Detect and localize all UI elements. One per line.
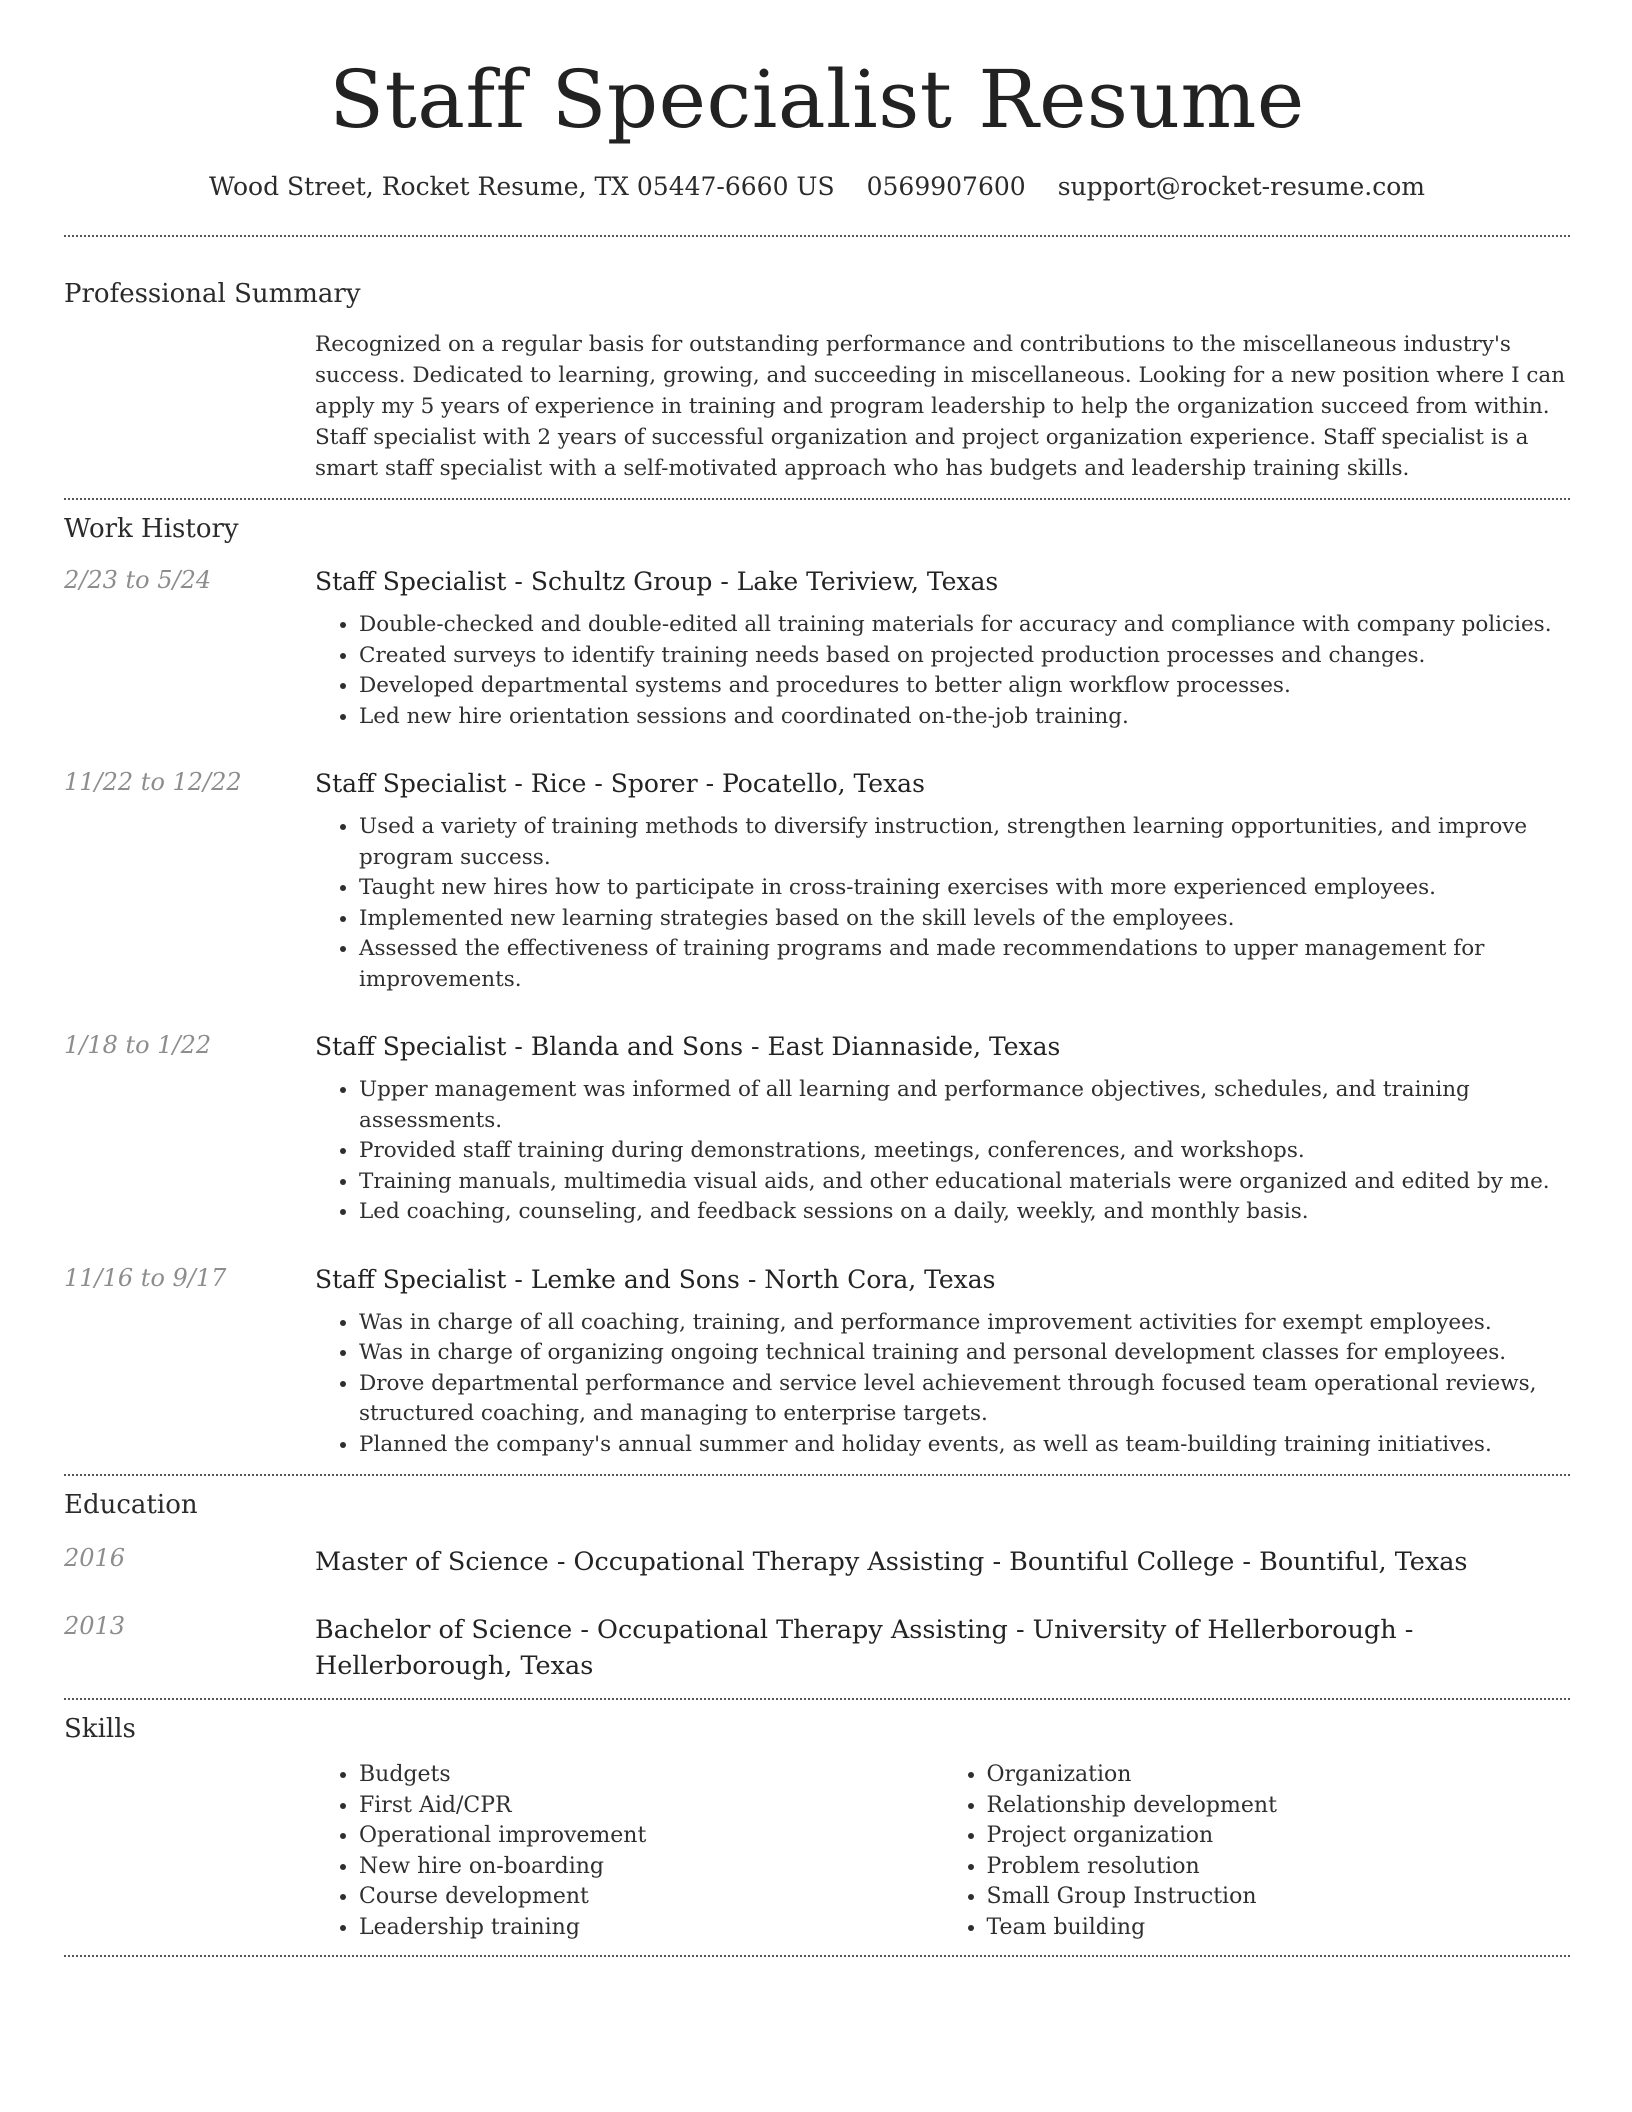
resume-title: Staff Specialist Resume — [329, 53, 1305, 146]
skill-item: • Problem resolution — [987, 1852, 1571, 1883]
phone-text: 0569907600 — [866, 172, 1026, 201]
education-entry — [64, 1544, 1570, 1580]
summary-text: Recognized on a regular basis for outstanding performance and contributions to the miscellaneous industry's success. Dedicated to learning, growing, and succeeding in miscellaneous. Looking for a new position where I can apply my 5 years of experience in training and program leadership to help the organization succeed from within. Staff specialist with 2 years of successful organization and project organization experience. Staff specialist is a smart staff specialist with a self-motivated approach who has budgets and leadership training skills. — [315, 332, 1566, 481]
divider — [64, 1955, 1570, 1957]
skill-item: • Project organization — [987, 1821, 1571, 1852]
email-text: support@rocket-resume.com — [1057, 172, 1425, 201]
job-title: Staff Specialist - Blanda and Sons - East Diannaside, Texas — [315, 1032, 1061, 1061]
skill-item: • Course development — [359, 1882, 943, 1913]
job-bullet: • Used a variety of training methods to diversify instruction, strengthen learning opportunities, and improve program success. — [359, 812, 1570, 873]
skill-item: • New hire on-boarding — [359, 1852, 943, 1883]
job-bullet: • Upper management was informed of all learning and performance objectives, schedules, and training assessments. — [359, 1075, 1570, 1136]
job-bullets — [315, 812, 1570, 995]
skills-column-right — [943, 1760, 1571, 1943]
job-title: Staff Specialist - Schultz Group - Lake Teriview, Texas — [315, 567, 999, 596]
job-title: Staff Specialist - Rice - Sporer - Pocatello, Texas — [315, 769, 925, 798]
job-bullet: • Drove departmental performance and service level achievement through focused team operational reviews, structured coaching, and managing to enterprise targets. — [359, 1369, 1570, 1430]
section-title-summary: Professional Summary — [64, 279, 361, 309]
job-bullet: • Planned the company's annual summer and holiday events, as well as team-building training initiatives. — [359, 1430, 1570, 1461]
job-entry — [64, 768, 1570, 995]
job-dates: 1/18 to 1/22 — [64, 1031, 212, 1059]
job-entry — [64, 1031, 1570, 1228]
education-entry — [64, 1612, 1570, 1684]
job-bullet: • Assessed the effectiveness of training programs and made recommendations to upper management for improvements. — [359, 934, 1570, 995]
job-bullets — [315, 1075, 1570, 1228]
skills-column-left — [315, 1760, 943, 1943]
job-bullet: • Was in charge of organizing ongoing technical training and personal development classes for employees. — [359, 1338, 1570, 1369]
job-bullet: • Developed departmental systems and procedures to better align workflow processes. — [359, 671, 1570, 702]
job-bullet: • Provided staff training during demonstrations, meetings, conferences, and workshops. — [359, 1136, 1570, 1167]
job-dates: 2/23 to 5/24 — [64, 566, 212, 594]
education-year: 2016 — [64, 1544, 126, 1572]
address-text: Wood Street, Rocket Resume, TX 05447-6660 US — [209, 172, 835, 201]
job-bullets — [315, 1308, 1570, 1461]
job-dates: 11/16 to 9/17 — [64, 1263, 227, 1292]
divider — [64, 235, 1570, 237]
resume-page — [64, 0, 1570, 1957]
job-bullet: • Created surveys to identify training needs based on projected production processes and changes. — [359, 641, 1570, 672]
skill-item: • Relationship development — [987, 1791, 1571, 1822]
skill-item: • Leadership training — [359, 1913, 943, 1944]
job-bullet: • Taught new hires how to participate in cross-training exercises with more experienced employees. — [359, 873, 1570, 904]
education-year: 2013 — [64, 1612, 126, 1640]
job-entry — [64, 1264, 1570, 1475]
degree-title: Master of Science - Occupational Therapy Assisting - Bountiful College - Bountiful, Texas — [315, 1547, 1468, 1577]
skill-item: • Operational improvement — [359, 1821, 943, 1852]
job-bullet: • Implemented new learning strategies based on the skill levels of the employees. — [359, 904, 1570, 935]
divider — [64, 1474, 1570, 1476]
section-title-work-history: Work History — [64, 514, 239, 544]
job-bullet: • Led coaching, counseling, and feedback sessions on a daily, weekly, and monthly basis. — [359, 1197, 1570, 1228]
skill-item: • First Aid/CPR — [359, 1791, 943, 1822]
job-dates: 11/22 to 12/22 — [64, 768, 242, 796]
job-entry — [64, 566, 1570, 732]
degree-title: Bachelor of Science - Occupational Therapy Assisting - University of Hellerborough - Hellerborough, Texas — [315, 1615, 1414, 1681]
skills-list — [315, 1760, 1570, 1943]
section-title-skills: Skills — [64, 1714, 136, 1744]
job-bullet: • Training manuals, multimedia visual aids, and other educational materials were organized and edited by me. — [359, 1167, 1570, 1198]
divider — [64, 498, 1570, 500]
skill-item: • Small Group Instruction — [987, 1882, 1571, 1913]
contact-line — [64, 172, 1570, 201]
skill-item: • Team building — [987, 1913, 1571, 1944]
job-title: Staff Specialist - Lemke and Sons - North Cora, Texas — [315, 1264, 996, 1294]
job-bullet: • Double-checked and double-edited all training materials for accuracy and compliance with company policies. — [359, 610, 1570, 641]
job-bullets — [315, 610, 1570, 732]
divider — [64, 1698, 1570, 1700]
section-title-education: Education — [64, 1490, 198, 1520]
skill-item: • Organization — [987, 1760, 1571, 1791]
job-bullet: • Led new hire orientation sessions and coordinated on-the-job training. — [359, 702, 1570, 733]
job-bullet: • Was in charge of all coaching, training, and performance improvement activities for exempt employees. — [359, 1308, 1570, 1339]
skill-item: • Budgets — [359, 1760, 943, 1791]
